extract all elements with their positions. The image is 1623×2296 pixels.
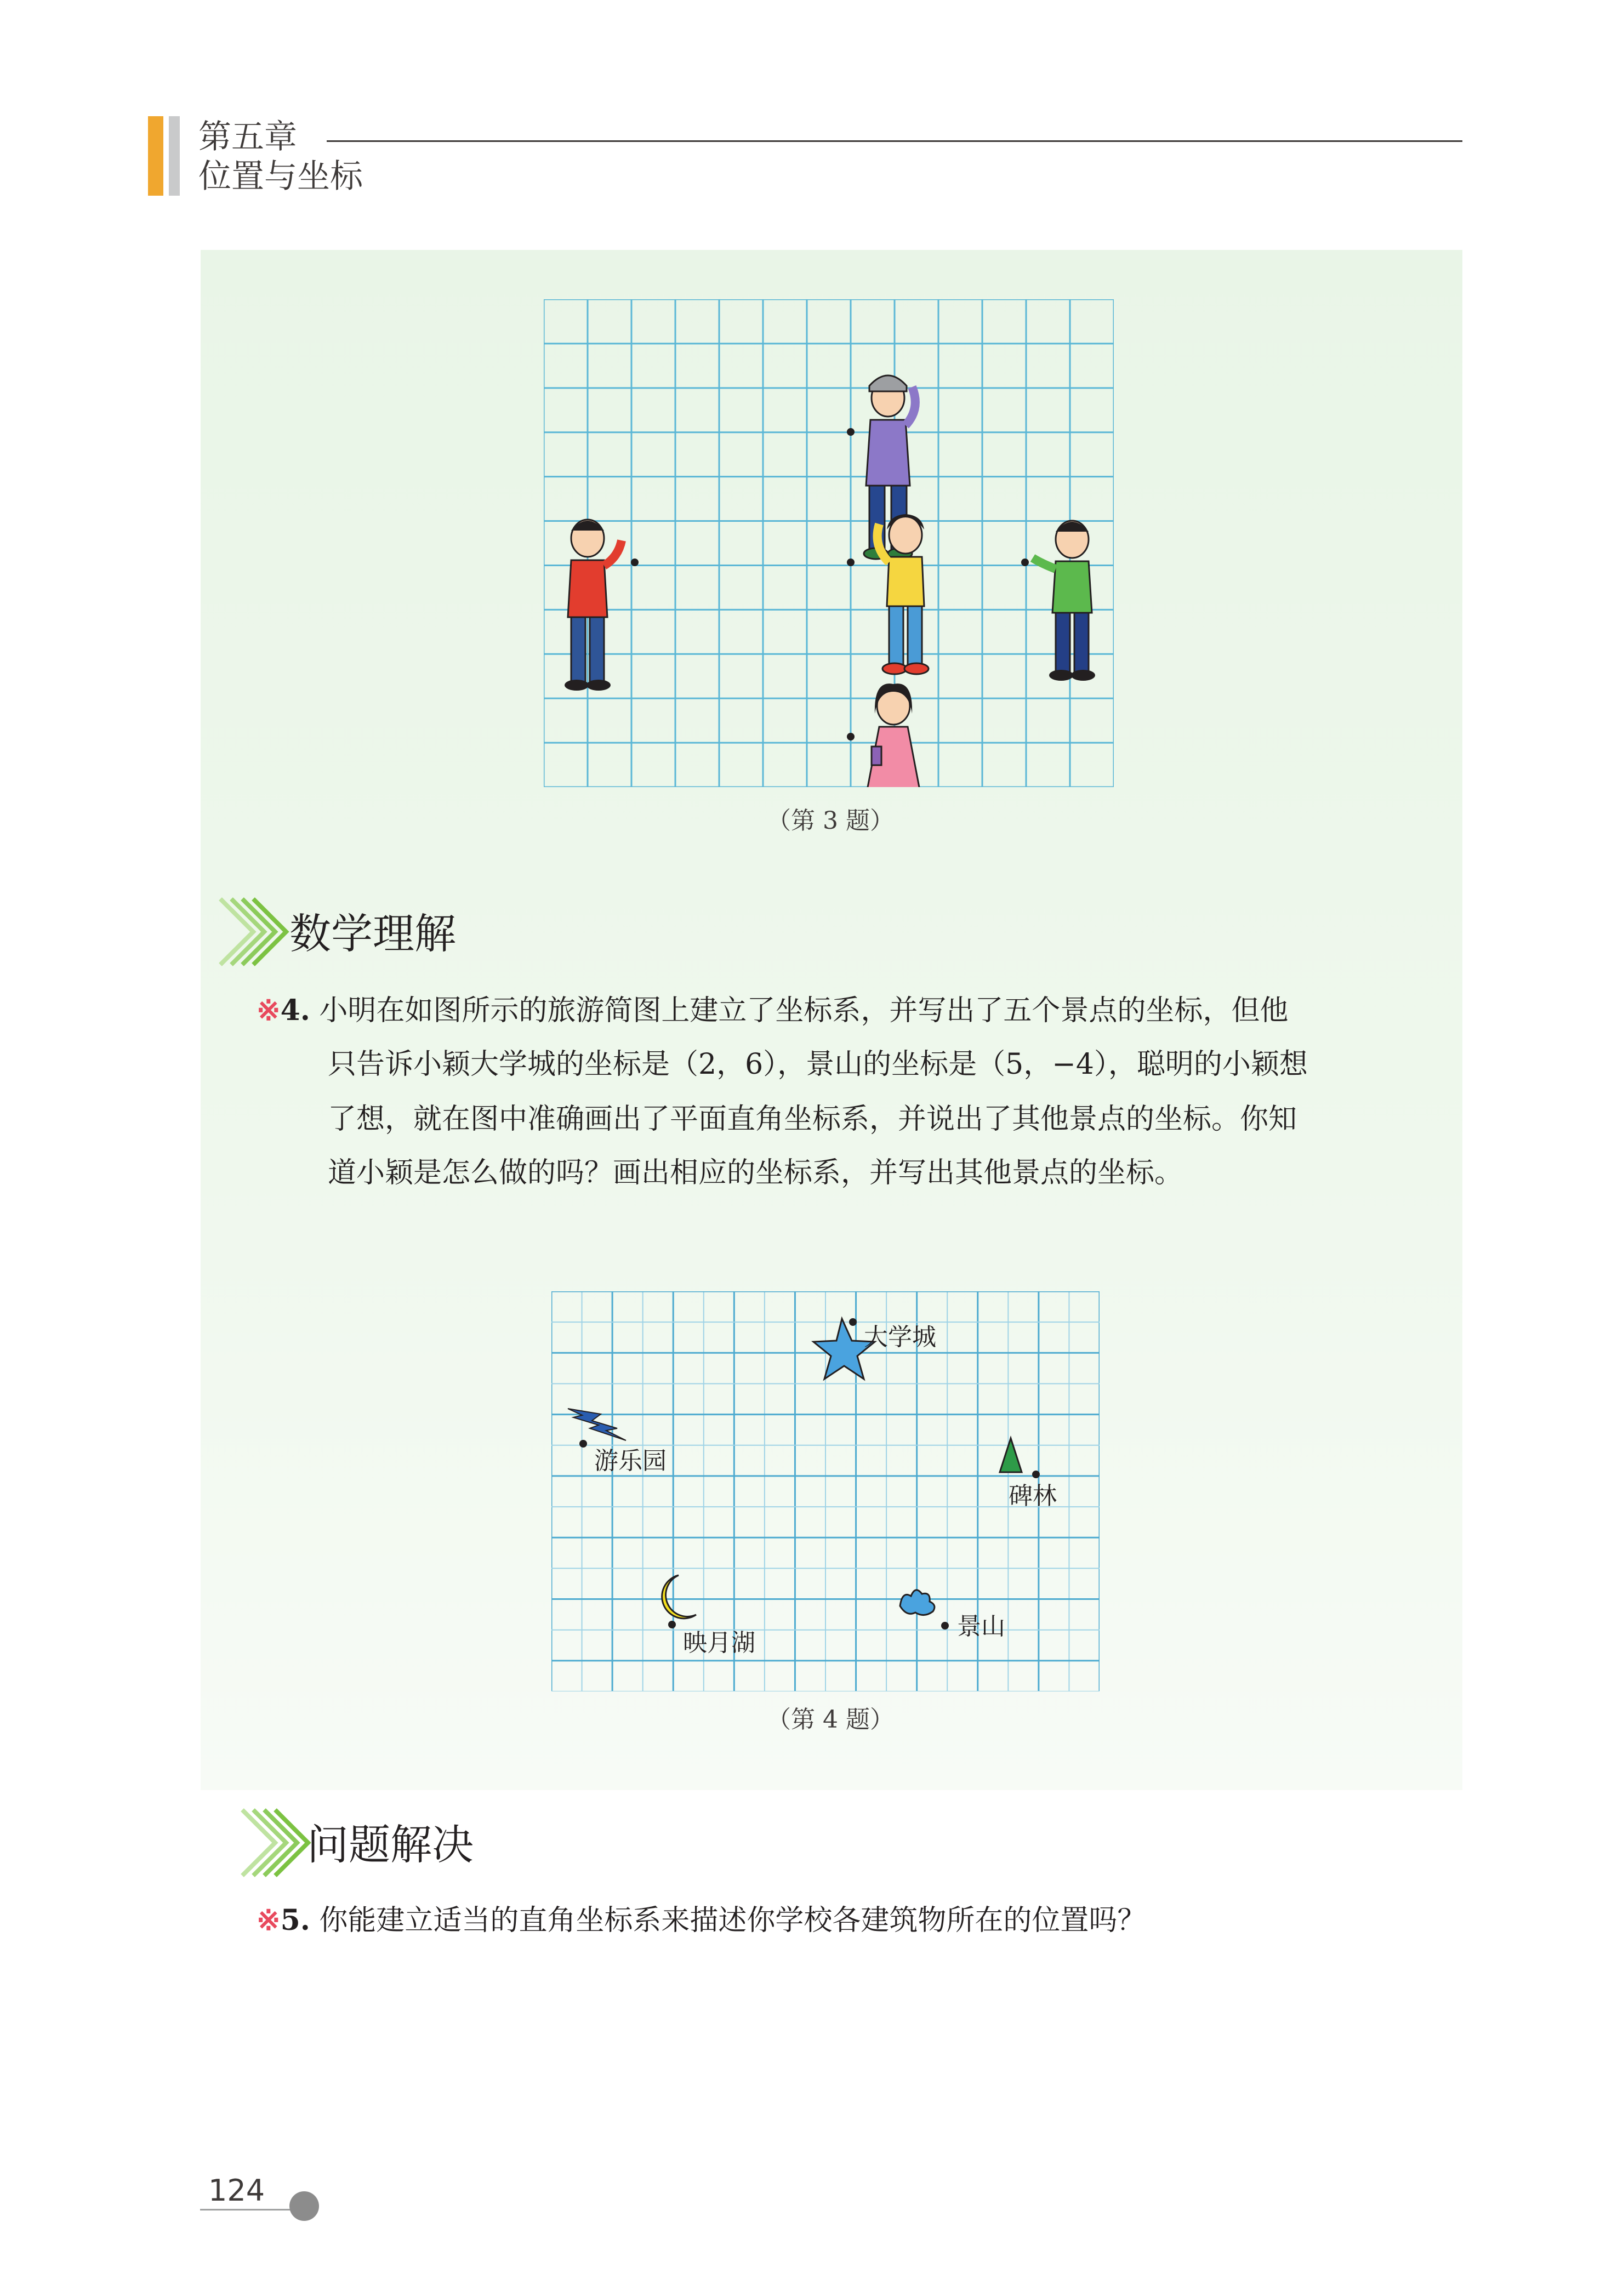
- crescent-moon-icon: [662, 1575, 696, 1619]
- triangle-icon: [1000, 1438, 1022, 1472]
- mountain-blob-icon: [900, 1590, 935, 1615]
- child-figure-icon: [565, 520, 622, 691]
- star-mark: ※: [257, 1904, 281, 1937]
- chapter-title: 位置与坐标: [198, 157, 363, 196]
- problem5-line1: [257, 1906, 1146, 1935]
- place-label-stele-forest: 碑林: [1009, 1482, 1057, 1510]
- place-label-university-town: 大学城: [864, 1323, 936, 1351]
- lightning-icon: [568, 1409, 626, 1440]
- problem-number: 5.: [280, 1904, 310, 1937]
- problem-number: 4.: [280, 994, 310, 1027]
- page-number-dot: [289, 2191, 319, 2221]
- point-dot: [1021, 559, 1029, 566]
- chapter-label: 第五章: [198, 118, 297, 156]
- figure4-caption: （第 4 题）: [767, 1706, 894, 1734]
- header-rule: [327, 140, 1462, 142]
- problem-text: 小明在如图所示的旅游简图上建立了坐标系，并写出了五个景点的坐标，但他: [319, 994, 1289, 1027]
- header-accent-bar-gray: [169, 116, 180, 196]
- problem4-line4: 道小颖是怎么做的吗？画出相应的坐标系，并写出其他景点的坐标。: [328, 1156, 1183, 1189]
- star-mark: ※: [257, 994, 281, 1027]
- problem4-line2: 只告诉小颖大学城的坐标是（2，6），景山的坐标是（5，−4），聪明的小颖想: [328, 1048, 1308, 1081]
- place-label-jingshan: 景山: [957, 1613, 1005, 1640]
- point-dot: [847, 733, 855, 740]
- page-number-rule: [200, 2209, 299, 2210]
- header-accent-bar: [148, 116, 163, 196]
- place-label-amusement-park: 游乐园: [594, 1447, 667, 1475]
- figure3-grid: [544, 299, 1114, 787]
- section-title-math-understanding: 数学理解: [289, 909, 456, 958]
- problem-text: 你能建立适当的直角坐标系来描述你学校各建筑物所在的位置吗？: [319, 1904, 1146, 1937]
- point-dot: [631, 559, 639, 566]
- problem4-line1: [257, 996, 1288, 1025]
- page-number: 124: [208, 2173, 265, 2208]
- point-dot: [847, 559, 855, 566]
- section-title-problem-solving: 问题解决: [307, 1820, 474, 1869]
- figure3-caption: （第 3 题）: [767, 807, 894, 835]
- problem4-line3: 了想，就在图中准确画出了平面直角坐标系，并说出了其他景点的坐标。你知: [328, 1103, 1297, 1136]
- place-label-moon-lake: 映月湖: [683, 1629, 755, 1657]
- child-figure-icon: [1033, 521, 1095, 681]
- point-dot: [847, 428, 855, 436]
